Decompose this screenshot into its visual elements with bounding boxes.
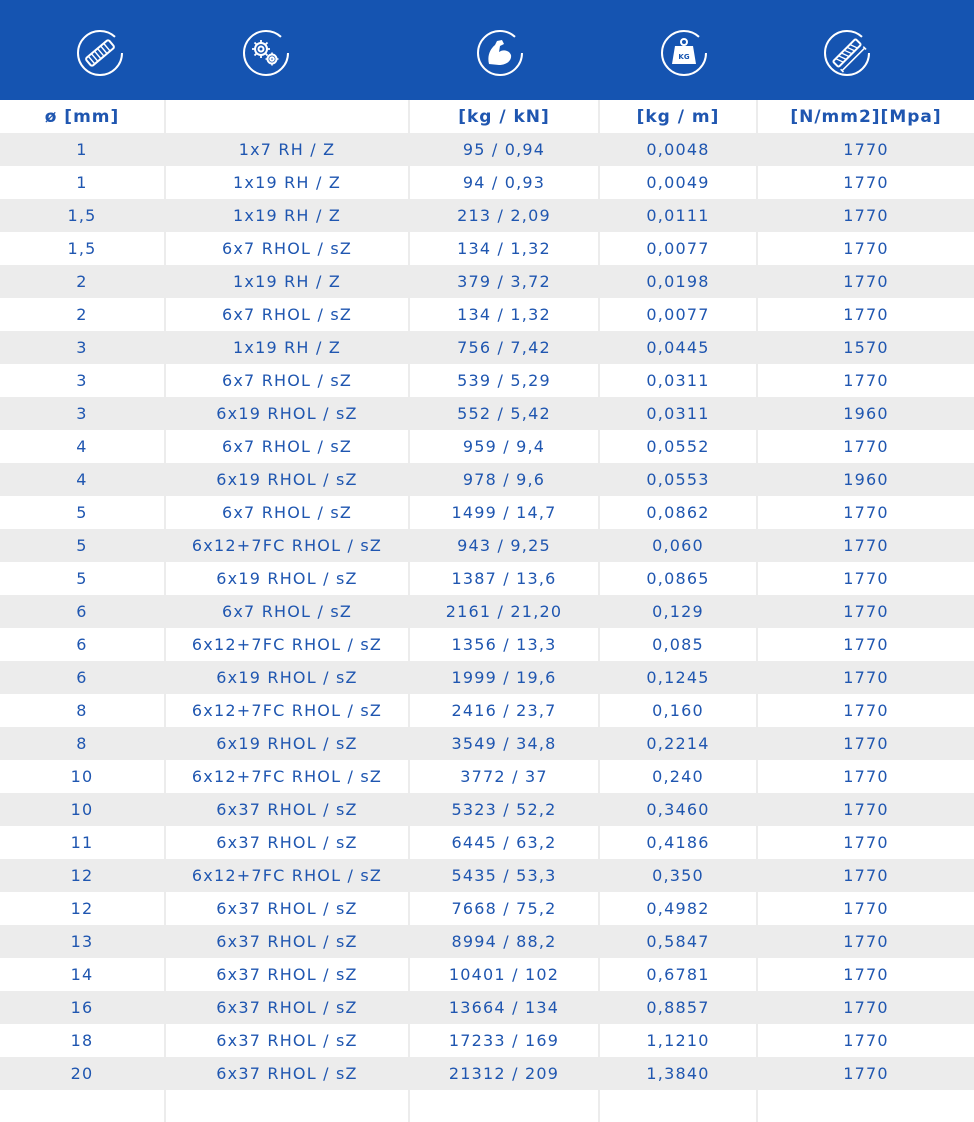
tensile-strength-cell: 1570: [843, 338, 889, 357]
construction-cell: 6x19 RHOL / sZ: [216, 734, 358, 753]
weight-cell: 0,0198: [646, 272, 710, 291]
breaking-load-cell: 959 / 9,4: [462, 437, 546, 456]
construction-cell: 6x7 RHOL / sZ: [221, 305, 353, 324]
diameter-cell: 12: [70, 899, 94, 918]
construction-cell: 6x7 RHOL / sZ: [221, 371, 353, 390]
weight-cell: 0,5847: [646, 932, 710, 951]
breaking-load-cell: 1356 / 13,3: [451, 635, 557, 654]
weight-cell: 0,129: [652, 602, 704, 621]
diameter-cell: 6: [76, 635, 88, 654]
tensile-strength-cell: 1770: [843, 173, 889, 192]
construction-cell: 6x7 RHOL / sZ: [221, 437, 353, 456]
tensile-strength-cell: 1770: [843, 536, 889, 555]
construction-cell: 6x37 RHOL / sZ: [216, 965, 358, 984]
diameter-cell: 2: [76, 272, 88, 291]
breaking-load-cell: 13664 / 134: [448, 998, 560, 1017]
header-tensile-strength: [N/mm2][Mpa]: [790, 106, 942, 127]
table-row: [0, 694, 974, 727]
table-row: [0, 562, 974, 595]
construction-cell: 6x19 RHOL / sZ: [216, 668, 358, 687]
diameter-cell: 6: [76, 668, 88, 687]
construction-cell: 6x19 RHOL / sZ: [216, 569, 358, 588]
tensile-strength-cell: 1770: [843, 998, 889, 1017]
weight-cell: 0,0552: [646, 437, 710, 456]
table-row: [0, 331, 974, 364]
weight-cell: 0,0111: [646, 206, 710, 225]
construction-cell: 6x7 RHOL / sZ: [221, 239, 353, 258]
diameter-cell: 11: [70, 833, 94, 852]
tensile-strength-cell: 1770: [843, 668, 889, 687]
tensile-strength-cell: 1960: [843, 404, 889, 423]
weight-cell: 0,3460: [646, 800, 710, 819]
breaking-load-cell: 2416 / 23,7: [451, 701, 557, 720]
table-row: [0, 199, 974, 232]
weight-cell: 0,350: [652, 866, 704, 885]
tensile-strength-cell: 1770: [843, 635, 889, 654]
weight-cell: 0,0553: [646, 470, 710, 489]
tensile-strength-cell: 1960: [843, 470, 889, 489]
diameter-cell: 16: [70, 998, 94, 1017]
strength-arm-icon: [475, 28, 525, 78]
column-divider: [756, 100, 758, 1122]
breaking-load-cell: 5323 / 52,2: [451, 800, 557, 819]
breaking-load-cell: 943 / 9,25: [457, 536, 551, 555]
table-row: [0, 628, 974, 661]
breaking-load-cell: 134 / 1,32: [457, 239, 551, 258]
construction-cell: 6x12+7FC RHOL / sZ: [191, 635, 383, 654]
column-divider: [598, 100, 600, 1122]
weight-cell: 0,4982: [646, 899, 710, 918]
table-row: [0, 529, 974, 562]
wire-measure-icon: [822, 28, 872, 78]
tensile-strength-cell: 1770: [843, 899, 889, 918]
construction-cell: 1x19 RH / Z: [233, 272, 341, 291]
construction-cell: 6x7 RHOL / sZ: [221, 602, 353, 621]
diameter-cell: 5: [76, 569, 88, 588]
breaking-load-cell: 539 / 5,29: [457, 371, 551, 390]
table-row: [0, 892, 974, 925]
construction-cell: 6x37 RHOL / sZ: [216, 1064, 358, 1083]
weight-cell: 0,0865: [646, 569, 710, 588]
table-row: [0, 595, 974, 628]
table-row: [0, 925, 974, 958]
tensile-strength-cell: 1770: [843, 569, 889, 588]
table-row: [0, 661, 974, 694]
table-row: [0, 463, 974, 496]
table-row: [0, 166, 974, 199]
diameter-cell: 1,5: [67, 239, 97, 258]
table-row: [0, 1057, 974, 1090]
diameter-cell: 18: [70, 1031, 94, 1050]
tensile-strength-cell: 1770: [843, 305, 889, 324]
weight-cell: 0,240: [652, 767, 704, 786]
column-divider: [164, 100, 166, 1122]
breaking-load-cell: 1499 / 14,7: [451, 503, 557, 522]
construction-cell: 6x37 RHOL / sZ: [216, 1031, 358, 1050]
construction-cell: 6x12+7FC RHOL / sZ: [191, 701, 383, 720]
diameter-cell: 1: [76, 140, 88, 159]
table-row: [0, 397, 974, 430]
tensile-strength-cell: 1770: [843, 734, 889, 753]
breaking-load-cell: 1999 / 19,6: [451, 668, 557, 687]
table-row: [0, 1024, 974, 1057]
breaking-load-cell: 95 / 0,94: [462, 140, 546, 159]
weight-cell: 0,0048: [646, 140, 710, 159]
breaking-load-cell: 5435 / 53,3: [451, 866, 557, 885]
breaking-load-cell: 2161 / 21,20: [445, 602, 563, 621]
diameter-cell: 5: [76, 536, 88, 555]
construction-cell: 6x37 RHOL / sZ: [216, 998, 358, 1017]
tensile-strength-cell: 1770: [843, 1031, 889, 1050]
header-breaking-load: [kg / kN]: [458, 106, 550, 127]
construction-cell: 6x7 RHOL / sZ: [221, 503, 353, 522]
tensile-strength-cell: 1770: [843, 800, 889, 819]
weight-cell: 0,0077: [646, 305, 710, 324]
wire-rope-icon: [75, 28, 125, 78]
table-row: [0, 430, 974, 463]
table-row: [0, 364, 974, 397]
diameter-cell: 2: [76, 305, 88, 324]
tensile-strength-cell: 1770: [843, 932, 889, 951]
construction-cell: 6x19 RHOL / sZ: [216, 470, 358, 489]
weight-cell: 1,1210: [646, 1031, 710, 1050]
diameter-cell: 8: [76, 701, 88, 720]
diameter-cell: 20: [70, 1064, 94, 1083]
table-row: [0, 727, 974, 760]
breaking-load-cell: 552 / 5,42: [457, 404, 551, 423]
rope-spec-table: [0, 100, 974, 1122]
tensile-strength-cell: 1770: [843, 701, 889, 720]
construction-cell: 6x12+7FC RHOL / sZ: [191, 767, 383, 786]
breaking-load-cell: 21312 / 209: [448, 1064, 560, 1083]
table-row: [0, 991, 974, 1024]
diameter-cell: 4: [76, 470, 88, 489]
construction-cell: 6x37 RHOL / sZ: [216, 899, 358, 918]
weight-cell: 0,160: [652, 701, 704, 720]
diameter-cell: 14: [70, 965, 94, 984]
breaking-load-cell: 213 / 2,09: [457, 206, 551, 225]
construction-cell: 1x19 RH / Z: [233, 206, 341, 225]
weight-cell: 0,8857: [646, 998, 710, 1017]
breaking-load-cell: 3549 / 34,8: [451, 734, 557, 753]
column-divider: [408, 100, 410, 1122]
construction-cell: 6x37 RHOL / sZ: [216, 800, 358, 819]
tensile-strength-cell: 1770: [843, 140, 889, 159]
construction-cell: 1x19 RH / Z: [233, 173, 341, 192]
tensile-strength-cell: 1770: [843, 437, 889, 456]
construction-cell: 6x12+7FC RHOL / sZ: [191, 866, 383, 885]
tensile-strength-cell: 1770: [843, 833, 889, 852]
header-weight: [kg / m]: [636, 106, 720, 127]
breaking-load-cell: 17233 / 169: [448, 1031, 560, 1050]
table-row: [0, 793, 974, 826]
diameter-cell: 3: [76, 371, 88, 390]
diameter-cell: 10: [70, 767, 94, 786]
breaking-load-cell: 6445 / 63,2: [451, 833, 557, 852]
header-construction: [166, 100, 408, 133]
tensile-strength-cell: 1770: [843, 503, 889, 522]
diameter-cell: 3: [76, 404, 88, 423]
breaking-load-cell: 1387 / 13,6: [451, 569, 557, 588]
table-header-row: [0, 100, 974, 133]
weight-cell: 0,1245: [646, 668, 710, 687]
table-row: [0, 265, 974, 298]
breaking-load-cell: 134 / 1,32: [457, 305, 551, 324]
tensile-strength-cell: 1770: [843, 239, 889, 258]
diameter-cell: 1: [76, 173, 88, 192]
construction-cell: 6x37 RHOL / sZ: [216, 932, 358, 951]
diameter-cell: 5: [76, 503, 88, 522]
breaking-load-cell: 379 / 3,72: [457, 272, 551, 291]
diameter-cell: 8: [76, 734, 88, 753]
breaking-load-cell: 3772 / 37: [460, 767, 548, 786]
tensile-strength-cell: 1770: [843, 602, 889, 621]
breaking-load-cell: 756 / 7,42: [457, 338, 551, 357]
weight-cell: 0,6781: [646, 965, 710, 984]
breaking-load-cell: 10401 / 102: [448, 965, 560, 984]
tensile-strength-cell: 1770: [843, 866, 889, 885]
tensile-strength-cell: 1770: [843, 965, 889, 984]
diameter-cell: 6: [76, 602, 88, 621]
tensile-strength-cell: 1770: [843, 371, 889, 390]
construction-cell: 6x19 RHOL / sZ: [216, 404, 358, 423]
weight-cell: 0,060: [652, 536, 704, 555]
table-row: [0, 133, 974, 166]
weight-cell: 0,0049: [646, 173, 710, 192]
tensile-strength-cell: 1770: [843, 206, 889, 225]
header-diameter: ø [mm]: [44, 106, 120, 127]
weight-kg-icon: [659, 28, 709, 78]
weight-badge: KG: [678, 53, 690, 61]
table-row: [0, 496, 974, 529]
diameter-cell: 10: [70, 800, 94, 819]
weight-cell: 0,0445: [646, 338, 710, 357]
header-band: [0, 0, 974, 100]
construction-cell: 6x12+7FC RHOL / sZ: [191, 536, 383, 555]
tensile-strength-cell: 1770: [843, 272, 889, 291]
breaking-load-cell: 94 / 0,93: [462, 173, 546, 192]
table-row: [0, 298, 974, 331]
diameter-cell: 13: [70, 932, 94, 951]
table-row: [0, 859, 974, 892]
table-row: [0, 760, 974, 793]
construction-cell: 1x19 RH / Z: [233, 338, 341, 357]
weight-cell: 0,4186: [646, 833, 710, 852]
table-row: [0, 826, 974, 859]
table-row: [0, 958, 974, 991]
weight-cell: 0,085: [652, 635, 704, 654]
diameter-cell: 3: [76, 338, 88, 357]
breaking-load-cell: 978 / 9,6: [462, 470, 546, 489]
breaking-load-cell: 8994 / 88,2: [451, 932, 557, 951]
gears-icon: [241, 28, 291, 78]
weight-cell: 0,0862: [646, 503, 710, 522]
tensile-strength-cell: 1770: [843, 767, 889, 786]
diameter-cell: 4: [76, 437, 88, 456]
tensile-strength-cell: 1770: [843, 1064, 889, 1083]
diameter-cell: 1,5: [67, 206, 97, 225]
diameter-cell: 12: [70, 866, 94, 885]
weight-cell: 0,0311: [646, 371, 710, 390]
breaking-load-cell: 7668 / 75,2: [451, 899, 557, 918]
weight-cell: 1,3840: [646, 1064, 710, 1083]
construction-cell: 1x7 RH / Z: [238, 140, 336, 159]
construction-cell: 6x37 RHOL / sZ: [216, 833, 358, 852]
table-row: [0, 232, 974, 265]
weight-cell: 0,0077: [646, 239, 710, 258]
weight-cell: 0,0311: [646, 404, 710, 423]
weight-cell: 0,2214: [646, 734, 710, 753]
